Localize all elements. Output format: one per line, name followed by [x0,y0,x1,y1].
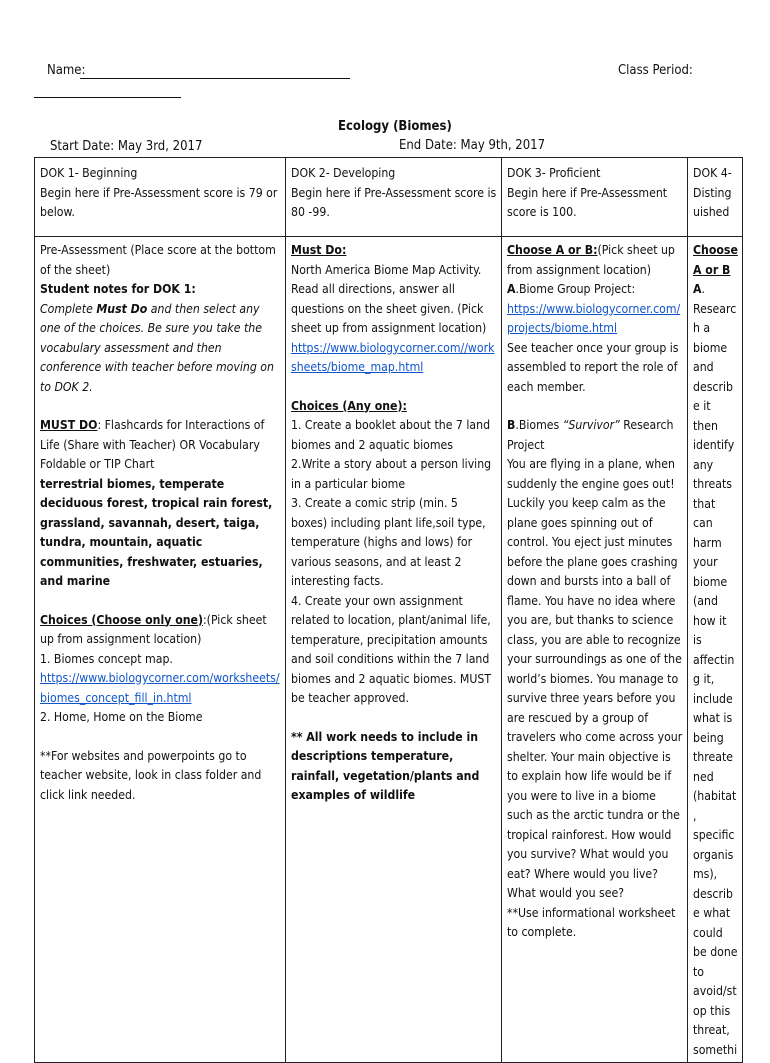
dok1-vocab-list: terrestrial biomes, temperate deciduous forest, tropical rain forest, grassland, savannah, desert, taiga, tundra, mountain, aquatic communities, freshwater, estuaries, and marine [40,476,273,588]
dok1-instructions: Complete Must Do and then select any one of the choices. Be sure you take the vocabulary assessment and then conference with teacher before moving on to DOK 2. [40,301,274,394]
dok2-choice-1: 1. Create a booklet about the 7 land biomes and 2 aquatic biomes [291,418,491,452]
dok2-choices-label: Choices (Any one): [291,398,407,413]
dok2-must-do-label: Must Do: [291,243,347,257]
dok2-cell [286,237,502,1063]
dok1-pre-assessment: Pre-Assessment (Place score at the bottom of the sheet) [40,243,276,277]
dok3-option-a-note: See teacher once your group is assembled to report the role of each member. [507,340,679,394]
dok4-choose: Choose A or B [693,243,738,277]
dok3-survivor-story: You are flying in a plane, when suddenly the engine goes out! Luckily you keep calm as the plane goes spinning out of control. You eject just minutes before the plane goes crashing down and bursts into a ball of flame. You have no idea where you are, but thanks to science class, you are able to recognize your surroundings as one of the world’s biomes. You manage to survive three years before you are rescued by a group of travelers who come across your shelter. Your main objective is to explain how life would be if you were to live in a biome such as the arctic tundra or the tropical rainforest. How would you survive? What would you eat? Where would you live? What would you see? [507,457,683,900]
dok2-choice-2: 2.Write a story about a person living in a particular biome [291,457,492,491]
dok2-choice-4: 4. Create your own assignment related to location, plant/animal life, temperature, precipitation amounts and soil conditions within the 7 land biomes and 2 aquatic biomes. MUST be teacher approved. [291,593,492,705]
dok3-biome-project-link[interactable]: https://www.biologycorner.com/projects/biome.html [507,301,681,335]
dok4-header: DOK 4-Distinguished [688,158,743,237]
dok1-cell [35,237,286,1063]
dok1-header: DOK 1- Beginning Begin here if Pre-Assessment score is 79 or below. [35,158,286,237]
name-label: Name: [47,63,86,78]
start-date: Start Date: May 3rd, 2017 [50,139,203,154]
dok1-choice-2: 2. Home, Home on the Biome [40,710,203,724]
dok3-header: DOK 3- Proficient Begin here if Pre-Assessment score is 100. [502,158,688,237]
dok2-work-note: ** All work needs to include in descriptions temperature, rainfall, vegetation/plants and examples of wildlife [291,729,480,802]
table-body-row [35,237,743,1063]
dok4-option-a: A. Research a biome and describe it then identify any threats that can harm your biome (and how it is affecting it, include what is being threatened (habitat, specific organisms), describe what could be done to avoid/stop this threat, somethi [693,282,738,1057]
name-line-continued[interactable] [34,97,181,98]
end-date: End Date: May 9th, 2017 [399,138,546,153]
dok1-website-note: **For websites and powerpoints go to teacher website, look in class folder and click link needed. [40,748,262,802]
dok3-worksheet-note: **Use informational worksheet to complete. [507,905,676,939]
class-period-label: Class Period: [618,63,693,78]
dok2-header: DOK 2- Developing Begin here if Pre-Assessment score is 80 -99. [286,158,502,237]
dok2-biome-map-link[interactable]: https://www.biologycorner.com//worksheets/biome_map.html [291,340,495,374]
dok1-choice-1: 1. Biomes concept map. [40,651,173,666]
dok1-notes-title: Student notes for DOK 1: [40,282,196,296]
dok3-option-b: B.Biomes “Survivor” Research Project [507,418,674,452]
dok2-must-do-text: North America Biome Map Activity. Read all directions, answer all questions on the sheet given. (Pick sheet up from assignment location) [291,262,487,335]
page-title: Ecology (Biomes) [338,119,452,134]
dok1-choices: Choices (Choose only one):(Pick sheet up from assignment location) [40,612,267,646]
name-line[interactable] [80,78,350,79]
dok1-concept-map-link[interactable]: https://www.biologycorner.com/worksheets/biomes_concept_fill_in.html [40,671,280,705]
dok2-choice-3: 3. Create a comic strip (min. 5 boxes) including plant life,soil type, temperature (highs and lows) for various seasons, and at least 2 interesting facts. [291,496,486,588]
dok3-option-a: A.Biome Group Project: [507,282,636,296]
dok-table [34,157,743,1063]
dok1-must-do: MUST DO: Flashcards for Interactions of Life (Share with Teacher) OR Vocabulary Foldable or TIP Chart [40,418,265,471]
dok4-cell [688,237,743,1063]
table-header-row [35,158,743,237]
dok3-choose: Choose A or B:(Pick sheet up from assignment location) [507,243,675,277]
dok3-cell [502,237,688,1063]
